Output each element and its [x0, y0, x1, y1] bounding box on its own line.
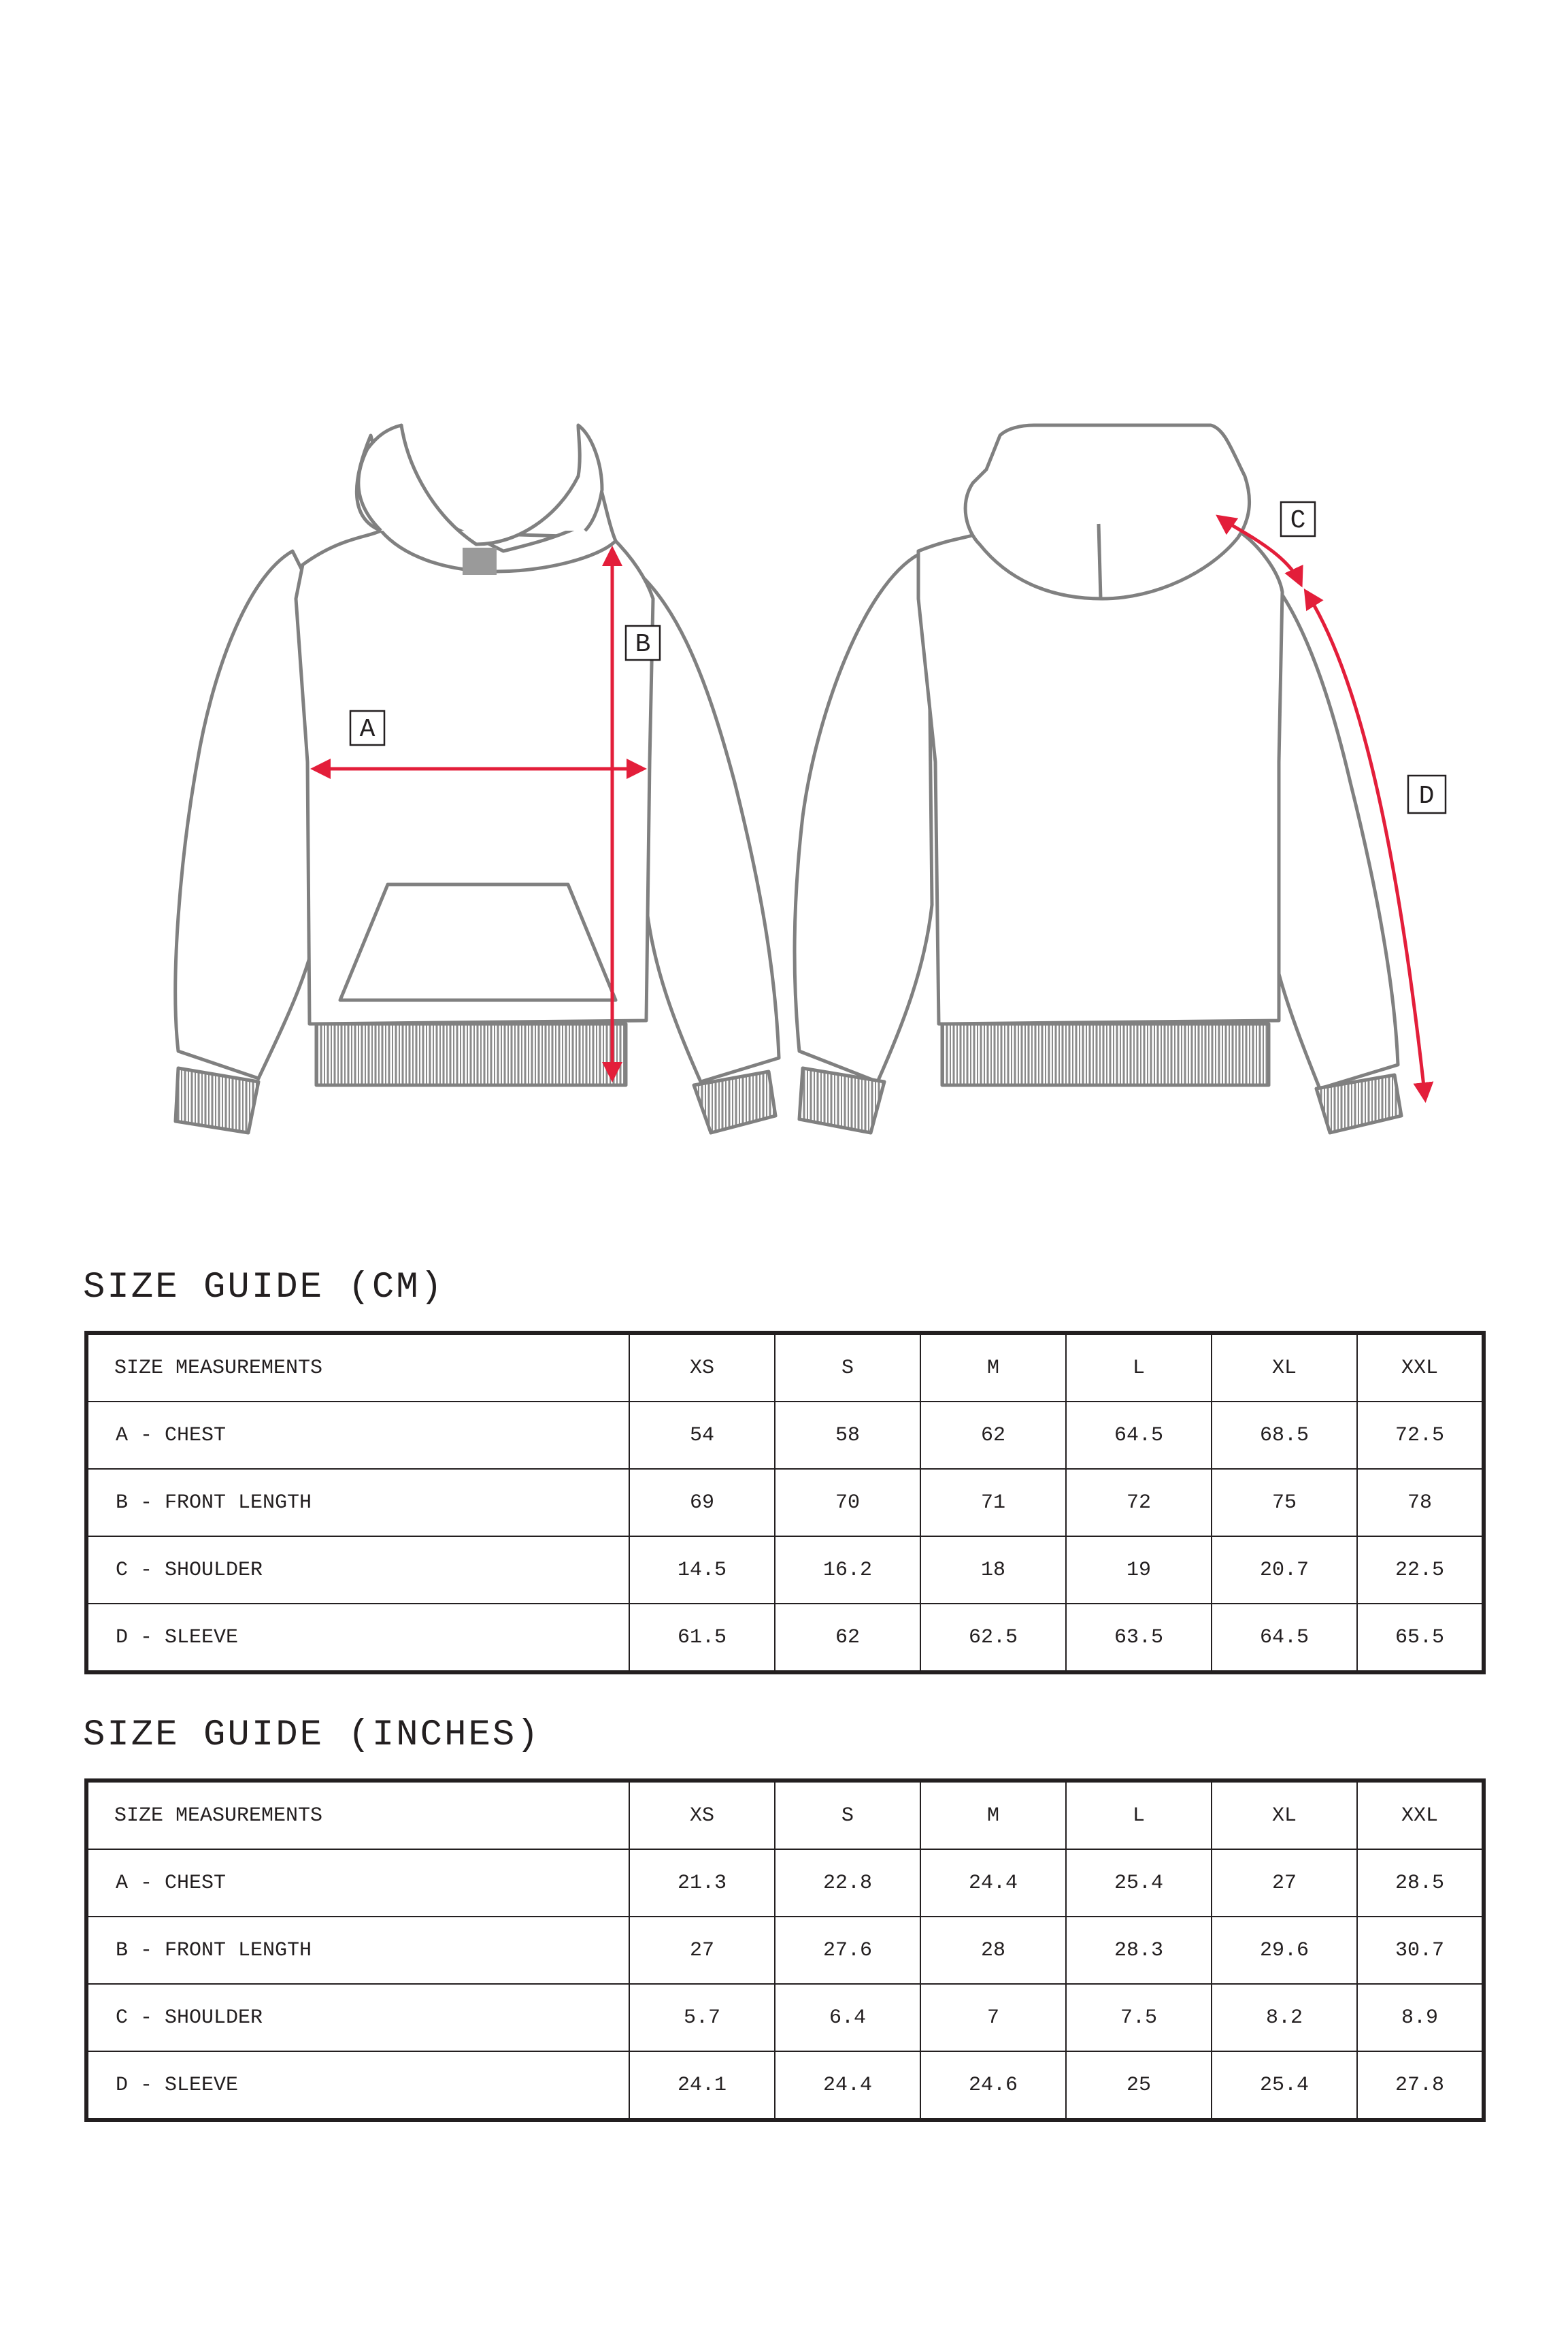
value-cell: 70	[775, 1469, 920, 1536]
table-header-row	[86, 1333, 1484, 1402]
measurement-name-cell: C - SHOULDER	[86, 1536, 629, 1604]
table-row	[86, 1604, 1484, 1672]
value-cell: 7.5	[1066, 1984, 1212, 2051]
header-cell: XXL	[1357, 1333, 1484, 1402]
value-cell: 24.1	[629, 2051, 775, 2120]
header-cell: M	[920, 1333, 1066, 1402]
value-cell: 19	[1066, 1536, 1212, 1604]
svg-text:C: C	[1290, 506, 1306, 535]
value-cell: 21.3	[629, 1849, 775, 1917]
header-cell: M	[920, 1780, 1066, 1849]
value-cell: 28.5	[1357, 1849, 1484, 1917]
value-cell: 61.5	[629, 1604, 775, 1672]
measurement-name-cell: D - SLEEVE	[86, 2051, 629, 2120]
header-cell: L	[1066, 1333, 1212, 1402]
label-a	[350, 711, 384, 745]
value-cell: 62	[775, 1604, 920, 1672]
value-cell: 28.3	[1066, 1917, 1212, 1984]
value-cell: 25.4	[1066, 1849, 1212, 1917]
table-row	[86, 1469, 1484, 1536]
header-cell: SIZE MEASUREMENTS	[86, 1333, 629, 1402]
size-guide-cm-title: SIZE GUIDE (CM)	[83, 1267, 445, 1308]
value-cell: 62.5	[920, 1604, 1066, 1672]
header-cell: L	[1066, 1780, 1212, 1849]
value-cell: 28	[920, 1917, 1066, 1984]
value-cell: 54	[629, 1402, 775, 1469]
size-table-inches	[84, 1778, 1486, 2122]
value-cell: 5.7	[629, 1984, 775, 2051]
value-cell: 63.5	[1066, 1604, 1212, 1672]
front-left-cuff	[176, 1068, 258, 1133]
table-row	[86, 2051, 1484, 2120]
table-row	[86, 1402, 1484, 1469]
value-cell: 78	[1357, 1469, 1484, 1536]
value-cell: 18	[920, 1536, 1066, 1604]
value-cell: 14.5	[629, 1536, 775, 1604]
label-c	[1281, 502, 1315, 536]
header-cell: S	[775, 1333, 920, 1402]
measurement-name-cell: D - SLEEVE	[86, 1604, 629, 1672]
value-cell: 29.6	[1212, 1917, 1357, 1984]
value-cell: 68.5	[1212, 1402, 1357, 1469]
header-cell: S	[775, 1780, 920, 1849]
value-cell: 64.5	[1066, 1402, 1212, 1469]
table-row	[86, 1849, 1484, 1917]
front-hood-top	[358, 425, 602, 544]
value-cell: 27.8	[1357, 2051, 1484, 2120]
svg-text:B: B	[635, 630, 651, 659]
value-cell: 72	[1066, 1469, 1212, 1536]
value-cell: 30.7	[1357, 1917, 1484, 1984]
measurement-name-cell: B - FRONT LENGTH	[86, 1917, 629, 1984]
value-cell: 8.9	[1357, 1984, 1484, 2051]
header-cell: XS	[629, 1780, 775, 1849]
value-cell: 22.8	[775, 1849, 920, 1917]
value-cell: 20.7	[1212, 1536, 1357, 1604]
measurement-name-cell: B - FRONT LENGTH	[86, 1469, 629, 1536]
value-cell: 8.2	[1212, 1984, 1357, 2051]
value-cell: 24.6	[920, 2051, 1066, 2120]
value-cell: 62	[920, 1402, 1066, 1469]
table-header-row	[86, 1780, 1484, 1849]
value-cell: 24.4	[775, 2051, 920, 2120]
front-kangaroo-pocket	[340, 884, 616, 1000]
value-cell: 75	[1212, 1469, 1357, 1536]
measurement-name-cell: A - CHEST	[86, 1849, 629, 1917]
svg-text:A: A	[359, 715, 376, 744]
table-row	[86, 1984, 1484, 2051]
table-row	[86, 1536, 1484, 1604]
size-table-cm	[84, 1331, 1486, 1674]
value-cell: 72.5	[1357, 1402, 1484, 1469]
value-cell: 64.5	[1212, 1604, 1357, 1672]
value-cell: 27	[1212, 1849, 1357, 1917]
neck-label	[463, 548, 497, 575]
header-cell: XXL	[1357, 1780, 1484, 1849]
value-cell: 25	[1066, 2051, 1212, 2120]
value-cell: 16.2	[775, 1536, 920, 1604]
measurement-name-cell: A - CHEST	[86, 1402, 629, 1469]
value-cell: 24.4	[920, 1849, 1066, 1917]
header-cell: XL	[1212, 1333, 1357, 1402]
value-cell: 27	[629, 1917, 775, 1984]
value-cell: 65.5	[1357, 1604, 1484, 1672]
table-row	[86, 1917, 1484, 1984]
svg-text:D: D	[1418, 782, 1435, 811]
value-cell: 22.5	[1357, 1536, 1484, 1604]
back-hood-seam	[1099, 524, 1101, 599]
value-cell: 6.4	[775, 1984, 920, 2051]
back-waistband	[942, 1024, 1269, 1085]
value-cell: 27.6	[775, 1917, 920, 1984]
label-d	[1408, 776, 1446, 813]
value-cell: 71	[920, 1469, 1066, 1536]
header-cell: XL	[1212, 1780, 1357, 1849]
label-b	[626, 626, 660, 660]
value-cell: 58	[775, 1402, 920, 1469]
back-left-sleeve	[795, 554, 932, 1082]
value-cell: 7	[920, 1984, 1066, 2051]
measurement-name-cell: C - SHOULDER	[86, 1984, 629, 2051]
header-cell: SIZE MEASUREMENTS	[86, 1780, 629, 1849]
back-body	[918, 531, 1282, 1024]
header-cell: XS	[629, 1333, 775, 1402]
value-cell: 69	[629, 1469, 775, 1536]
front-waistband	[316, 1024, 626, 1085]
hoodie-front-view	[176, 425, 779, 1133]
size-guide-inches-title: SIZE GUIDE (INCHES)	[83, 1715, 541, 1756]
value-cell: 25.4	[1212, 2051, 1357, 2120]
